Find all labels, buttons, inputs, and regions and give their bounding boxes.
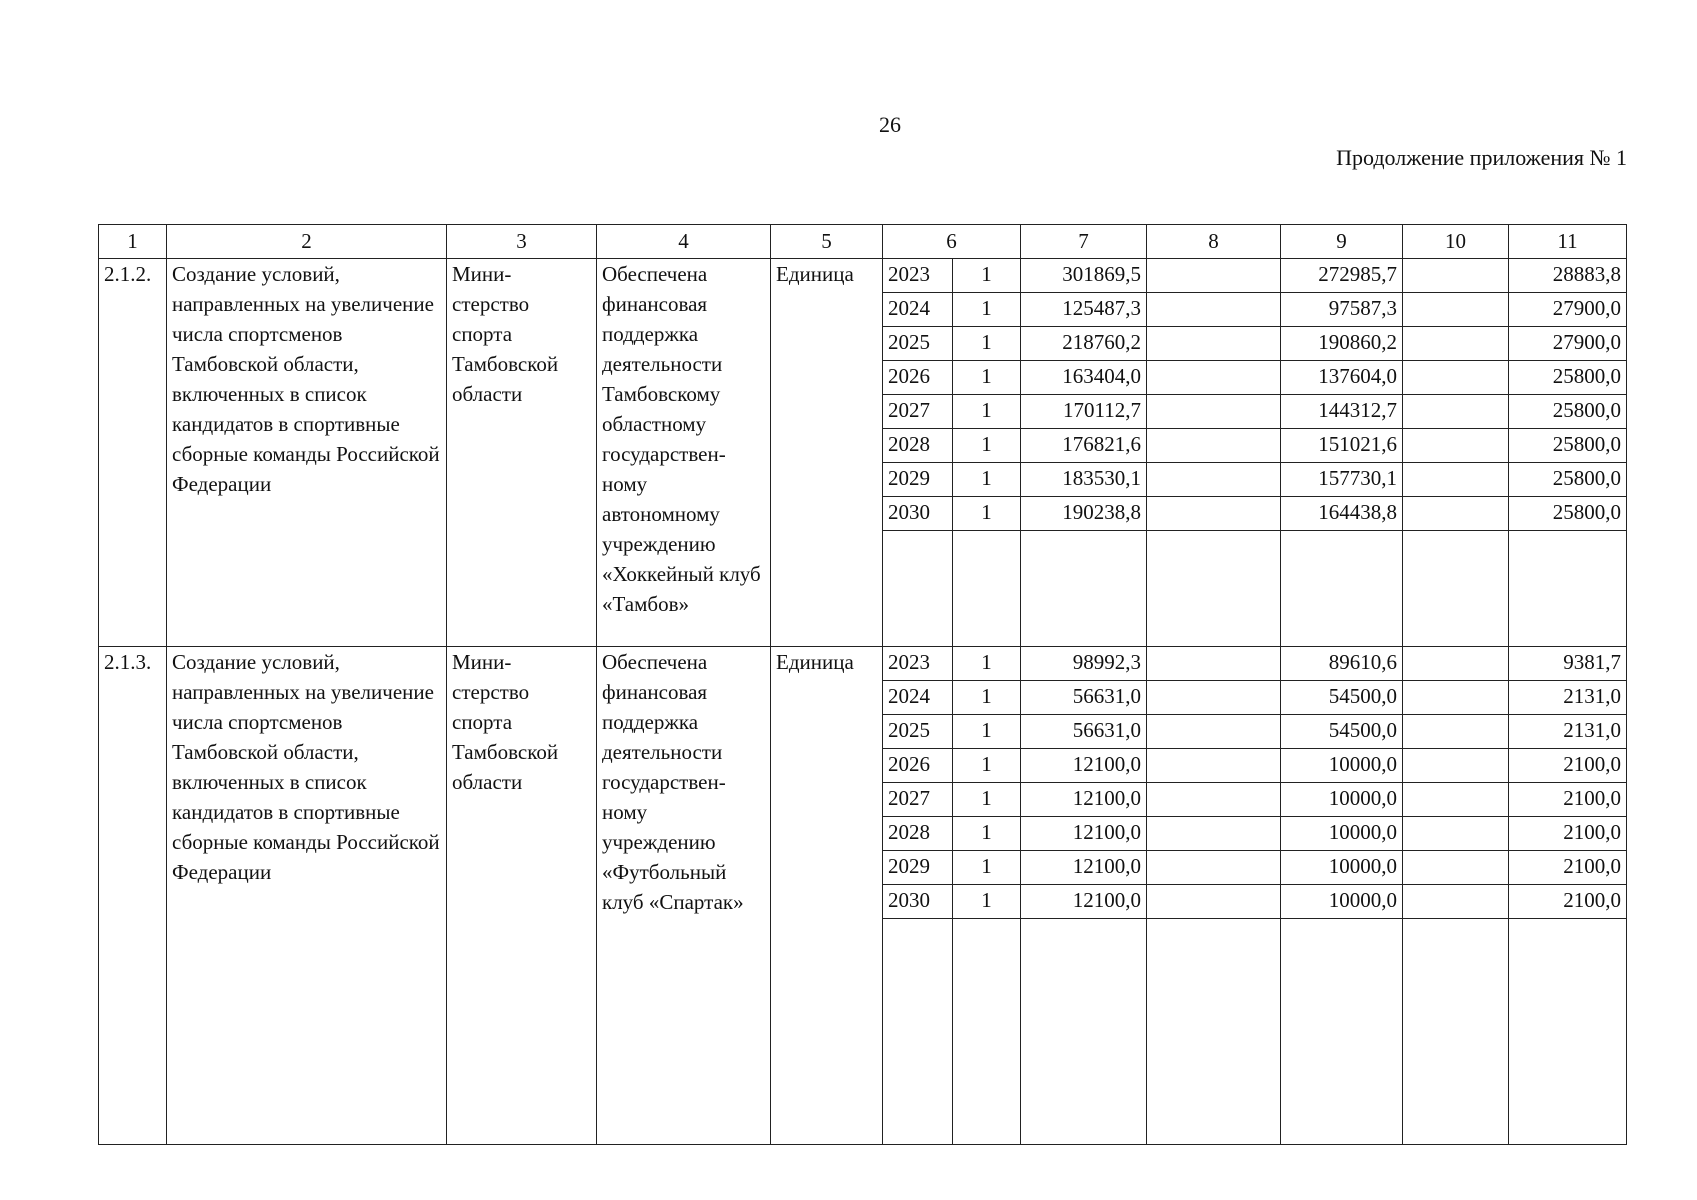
year-cell: 2023 xyxy=(883,647,953,681)
col10-cell xyxy=(1403,327,1509,361)
col11-cell: 2100,0 xyxy=(1509,885,1627,919)
quantity-cell: 1 xyxy=(953,749,1021,783)
col7-cell: 98992,3 xyxy=(1021,647,1147,681)
quantity-cell: 1 xyxy=(953,327,1021,361)
year-cell: 2030 xyxy=(883,497,953,531)
empty-cell xyxy=(1021,919,1147,1145)
table-row xyxy=(99,259,1627,293)
col8-cell xyxy=(1147,715,1281,749)
col10-cell xyxy=(1403,817,1509,851)
col9-cell: 164438,8 xyxy=(1281,497,1403,531)
quantity-cell: 1 xyxy=(953,361,1021,395)
quantity-cell: 1 xyxy=(953,681,1021,715)
col9-cell: 97587,3 xyxy=(1281,293,1403,327)
header-cell-7: 7 xyxy=(1021,225,1147,259)
col11-cell: 2131,0 xyxy=(1509,715,1627,749)
col10-cell xyxy=(1403,681,1509,715)
col8-cell xyxy=(1147,497,1281,531)
year-cell: 2026 xyxy=(883,749,953,783)
col10-cell xyxy=(1403,715,1509,749)
col7-cell: 163404,0 xyxy=(1021,361,1147,395)
col11-cell: 2100,0 xyxy=(1509,749,1627,783)
col11-cell: 25800,0 xyxy=(1509,361,1627,395)
year-cell: 2030 xyxy=(883,885,953,919)
col8-cell xyxy=(1147,327,1281,361)
col8-cell xyxy=(1147,817,1281,851)
year-cell: 2025 xyxy=(883,327,953,361)
col11-cell: 9381,7 xyxy=(1509,647,1627,681)
quantity-cell: 1 xyxy=(953,817,1021,851)
table-row xyxy=(99,647,1627,681)
col11-cell: 2100,0 xyxy=(1509,783,1627,817)
item-result: Обеспечена финансовая поддержка деятельности государствен- ному учреждению «Футбольный клуб «Спартак» xyxy=(597,647,771,1145)
col7-cell: 301869,5 xyxy=(1021,259,1147,293)
header-row xyxy=(99,225,1627,259)
col7-cell: 56631,0 xyxy=(1021,681,1147,715)
col9-cell: 137604,0 xyxy=(1281,361,1403,395)
col9-cell: 272985,7 xyxy=(1281,259,1403,293)
col10-cell xyxy=(1403,885,1509,919)
col7-cell: 56631,0 xyxy=(1021,715,1147,749)
col11-cell: 27900,0 xyxy=(1509,293,1627,327)
empty-cell xyxy=(953,531,1021,647)
col11-cell: 2100,0 xyxy=(1509,851,1627,885)
col9-cell: 10000,0 xyxy=(1281,885,1403,919)
col8-cell xyxy=(1147,259,1281,293)
col9-cell: 10000,0 xyxy=(1281,817,1403,851)
col7-cell: 125487,3 xyxy=(1021,293,1147,327)
col11-cell: 28883,8 xyxy=(1509,259,1627,293)
empty-cell xyxy=(1147,531,1281,647)
year-cell: 2028 xyxy=(883,429,953,463)
col7-cell: 12100,0 xyxy=(1021,885,1147,919)
col11-cell: 27900,0 xyxy=(1509,327,1627,361)
col11-cell: 25800,0 xyxy=(1509,429,1627,463)
col8-cell xyxy=(1147,647,1281,681)
year-cell: 2025 xyxy=(883,715,953,749)
col10-cell xyxy=(1403,429,1509,463)
header-cell-6: 6 xyxy=(883,225,1021,259)
col9-cell: 89610,6 xyxy=(1281,647,1403,681)
empty-cell xyxy=(1281,531,1403,647)
item-executor: Мини- стерство спорта Тамбовской области xyxy=(447,259,597,647)
col8-cell xyxy=(1147,885,1281,919)
page-number: 26 xyxy=(879,112,901,137)
col9-cell: 144312,7 xyxy=(1281,395,1403,429)
col9-cell: 54500,0 xyxy=(1281,681,1403,715)
year-cell: 2027 xyxy=(883,395,953,429)
empty-cell xyxy=(1509,531,1627,647)
col9-cell: 54500,0 xyxy=(1281,715,1403,749)
col9-cell: 10000,0 xyxy=(1281,783,1403,817)
col10-cell xyxy=(1403,749,1509,783)
empty-cell xyxy=(1021,531,1147,647)
year-cell: 2028 xyxy=(883,817,953,851)
col8-cell xyxy=(1147,361,1281,395)
col10-cell xyxy=(1403,259,1509,293)
item-result: Обеспечена финансовая поддержка деятельности Тамбовскому областному государствен- ному автономному учреждению «Хоккейный клуб «Тамбов» xyxy=(597,259,771,647)
quantity-cell: 1 xyxy=(953,259,1021,293)
continuation-label: Продолжение приложения № 1 xyxy=(1336,145,1627,170)
item-number: 2.1.2. xyxy=(99,259,167,647)
col9-cell: 10000,0 xyxy=(1281,749,1403,783)
col9-cell: 190860,2 xyxy=(1281,327,1403,361)
col8-cell xyxy=(1147,681,1281,715)
year-cell: 2026 xyxy=(883,361,953,395)
item-description: Создание условий, направленных на увеличение числа спортсменов Тамбовской области, включенных в список кандидатов в спортивные сборные команды Российской Федерации xyxy=(167,259,447,647)
empty-cell xyxy=(1403,919,1509,1145)
col11-cell: 2131,0 xyxy=(1509,681,1627,715)
col11-cell: 25800,0 xyxy=(1509,395,1627,429)
program-table xyxy=(98,224,1627,1145)
col8-cell xyxy=(1147,429,1281,463)
col10-cell xyxy=(1403,851,1509,885)
quantity-cell: 1 xyxy=(953,885,1021,919)
quantity-cell: 1 xyxy=(953,851,1021,885)
quantity-cell: 1 xyxy=(953,463,1021,497)
col7-cell: 176821,6 xyxy=(1021,429,1147,463)
col7-cell: 12100,0 xyxy=(1021,817,1147,851)
header-cell-3: 3 xyxy=(447,225,597,259)
quantity-cell: 1 xyxy=(953,395,1021,429)
col11-cell: 2100,0 xyxy=(1509,817,1627,851)
header-cell-1: 1 xyxy=(99,225,167,259)
quantity-cell: 1 xyxy=(953,293,1021,327)
quantity-cell: 1 xyxy=(953,783,1021,817)
header-cell-8: 8 xyxy=(1147,225,1281,259)
quantity-cell: 1 xyxy=(953,497,1021,531)
col7-cell: 190238,8 xyxy=(1021,497,1147,531)
col11-cell: 25800,0 xyxy=(1509,463,1627,497)
col10-cell xyxy=(1403,463,1509,497)
header-cell-11: 11 xyxy=(1509,225,1627,259)
header-cell-5: 5 xyxy=(771,225,883,259)
col7-cell: 183530,1 xyxy=(1021,463,1147,497)
empty-cell xyxy=(1281,919,1403,1145)
empty-cell xyxy=(883,919,953,1145)
col8-cell xyxy=(1147,749,1281,783)
col7-cell: 12100,0 xyxy=(1021,851,1147,885)
col7-cell: 170112,7 xyxy=(1021,395,1147,429)
col10-cell xyxy=(1403,647,1509,681)
empty-cell xyxy=(883,531,953,647)
year-cell: 2029 xyxy=(883,851,953,885)
header-cell-10: 10 xyxy=(1403,225,1509,259)
empty-cell xyxy=(1147,919,1281,1145)
col9-cell: 157730,1 xyxy=(1281,463,1403,497)
year-cell: 2023 xyxy=(883,259,953,293)
col8-cell xyxy=(1147,293,1281,327)
col10-cell xyxy=(1403,361,1509,395)
item-description: Создание условий, направленных на увеличение числа спортсменов Тамбовской области, включенных в список кандидатов в спортивные сборные команды Российской Федерации xyxy=(167,647,447,1145)
quantity-cell: 1 xyxy=(953,647,1021,681)
col7-cell: 12100,0 xyxy=(1021,783,1147,817)
header-cell-2: 2 xyxy=(167,225,447,259)
col10-cell xyxy=(1403,783,1509,817)
col8-cell xyxy=(1147,463,1281,497)
quantity-cell: 1 xyxy=(953,715,1021,749)
year-cell: 2024 xyxy=(883,681,953,715)
year-cell: 2029 xyxy=(883,463,953,497)
item-executor: Мини- стерство спорта Тамбовской области xyxy=(447,647,597,1145)
year-cell: 2027 xyxy=(883,783,953,817)
col9-cell: 10000,0 xyxy=(1281,851,1403,885)
year-cell: 2024 xyxy=(883,293,953,327)
col8-cell xyxy=(1147,395,1281,429)
col7-cell: 218760,2 xyxy=(1021,327,1147,361)
empty-cell xyxy=(953,919,1021,1145)
col8-cell xyxy=(1147,783,1281,817)
item-unit: Единица xyxy=(771,647,883,1145)
header-cell-4: 4 xyxy=(597,225,771,259)
col9-cell: 151021,6 xyxy=(1281,429,1403,463)
item-unit: Единица xyxy=(771,259,883,647)
col10-cell xyxy=(1403,497,1509,531)
col7-cell: 12100,0 xyxy=(1021,749,1147,783)
empty-cell xyxy=(1509,919,1627,1145)
col10-cell xyxy=(1403,293,1509,327)
header-cell-9: 9 xyxy=(1281,225,1403,259)
col8-cell xyxy=(1147,851,1281,885)
col10-cell xyxy=(1403,395,1509,429)
empty-cell xyxy=(1403,531,1509,647)
quantity-cell: 1 xyxy=(953,429,1021,463)
item-number: 2.1.3. xyxy=(99,647,167,1145)
col11-cell: 25800,0 xyxy=(1509,497,1627,531)
